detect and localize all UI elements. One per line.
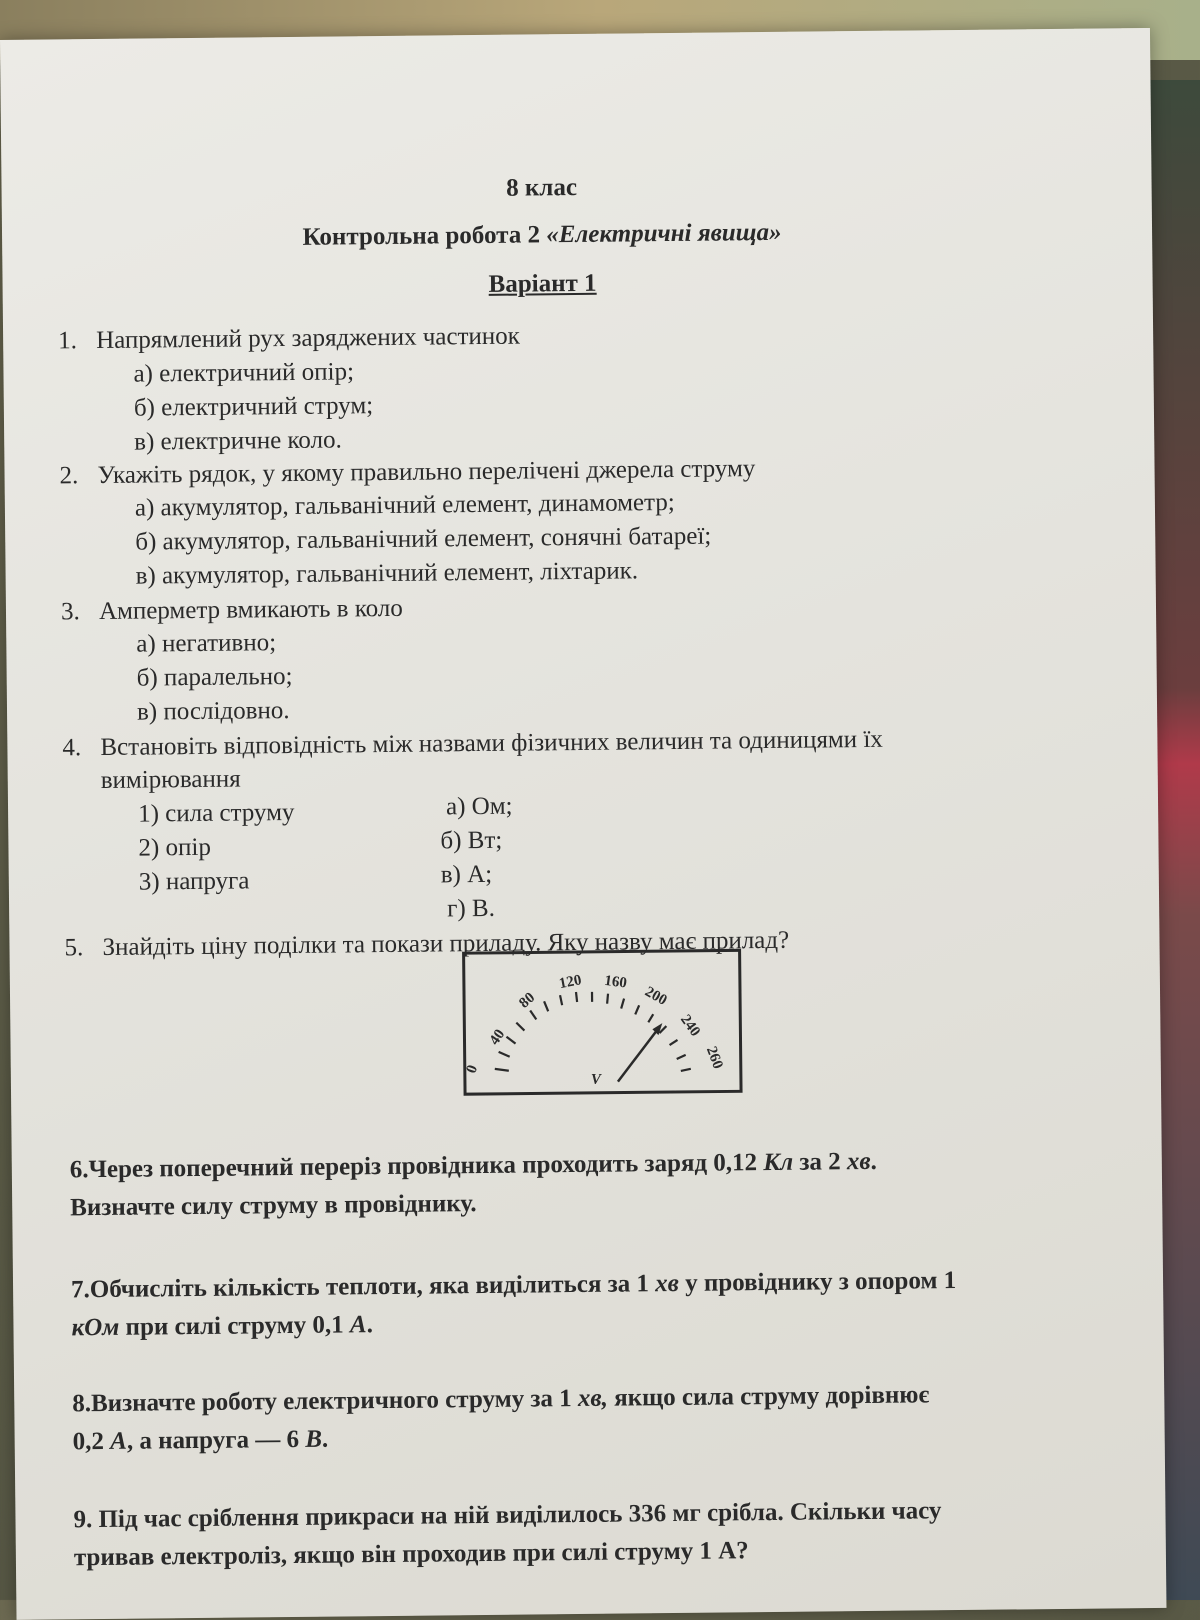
q8-text: . (322, 1426, 329, 1453)
q7-text: при силі струму 0,1 (119, 1311, 350, 1340)
q8-unit-time: хв, (578, 1385, 608, 1412)
q4-left-1: 1) сила струму (138, 799, 295, 829)
q1-option-c: в) електричне коло. (134, 426, 342, 456)
q4-left-2: 2) опір (138, 834, 211, 863)
q4-right-d: г) В. (447, 895, 495, 923)
meter-label-200: 200 (642, 984, 669, 1009)
meter-frame (464, 950, 741, 1094)
question-6 (70, 1141, 1101, 1228)
question-text: Напрямлений рух заряджених частинок (96, 323, 520, 354)
q7-unit-time: хв (655, 1270, 679, 1297)
q2-option-c: в) акумулятор, гальванічний елемент, ліхтарик. (135, 557, 638, 590)
q7-text: 7.Обчисліть кількість теплоти, яка виділиться за 1 (71, 1270, 655, 1303)
q6-text: . (870, 1148, 877, 1175)
q4-text-continued: вимірювання (101, 766, 241, 795)
title-prefix: Контрольна робота 2 (302, 221, 546, 251)
q1-option-b: б) електричний струм; (134, 392, 374, 423)
question-number: 5. (64, 931, 102, 965)
q2-option-b: б) акумулятор, гальванічний елемент, сонячні батареї; (135, 523, 711, 557)
question-7 (71, 1261, 1102, 1348)
meter-label-80: 80 (516, 990, 538, 1012)
question-2 (59, 452, 755, 493)
meter-unit-label: V (591, 1072, 603, 1088)
question-1 (58, 320, 520, 359)
q3-option-b: б) паралельно; (137, 663, 293, 693)
q7-unit-resistance: кОм (71, 1314, 119, 1341)
question-text: Знайдіть ціну поділки та покази приладу. Яку назву має прилад? (102, 927, 789, 961)
q6-text: за 2 (793, 1148, 847, 1176)
meter-needle (617, 1027, 660, 1081)
question-text: Встановіть відповідність між назвами фізичних величин та одиницями їх (100, 726, 883, 761)
q6-line-2: Визначте силу струму в провіднику. (70, 1179, 1100, 1228)
q6-text: 6.Через поперечний переріз провідника проходить заряд 0,12 (70, 1149, 764, 1183)
q7-unit-current: А (350, 1311, 367, 1338)
question-8 (72, 1375, 1103, 1462)
q8-unit-voltage: В (305, 1426, 322, 1453)
question-number: 3. (61, 595, 99, 629)
meter-label-0: 0 (464, 1063, 482, 1075)
q3-option-c: в) послідовно. (137, 697, 290, 727)
q3-option-a: а) негативно; (136, 629, 276, 658)
q2-option-a: а) акумулятор, гальванічний елемент, динамометр; (135, 489, 675, 523)
q4-right-b: б) Вт; (440, 827, 502, 856)
voltmeter-figure (462, 948, 744, 1096)
q4-left-3: 3) напруга (139, 867, 250, 896)
q8-text: якщо сила струму дорівнює (608, 1381, 930, 1411)
title-topic: «Електричні явища» (546, 219, 782, 248)
meter-label-40: 40 (487, 1027, 509, 1048)
test-title (2, 216, 1082, 255)
q9-line-2: тривав електроліз, якщо він проходив при силі струму 1 А? (74, 1529, 1104, 1578)
q7-text: у провіднику з опором 1 (679, 1267, 957, 1297)
question-3 (61, 592, 403, 630)
q8-text: 8.Визначте роботу електричного струму за 1 (72, 1385, 578, 1417)
q4-right-a: а) Ом; (446, 793, 513, 822)
q8-text: 0,2 (73, 1428, 111, 1455)
test-sheet (0, 28, 1166, 1620)
meter-label-160: 160 (603, 973, 627, 992)
question-9 (73, 1491, 1104, 1578)
q7-text: . (367, 1311, 374, 1338)
question-4 (62, 723, 883, 766)
q8-text: , а напруга — 6 (127, 1426, 306, 1455)
q6-unit-charge: Кл (763, 1149, 793, 1176)
q4-right-c: в) А; (441, 861, 493, 890)
q8-unit-current: А (110, 1428, 127, 1455)
q1-option-a: а) електричний опір; (133, 358, 354, 388)
variant-heading: Варіант 1 (2, 265, 1082, 304)
question-number: 1. (58, 324, 96, 358)
question-text: Амперметр вмикають в коло (99, 595, 403, 625)
q6-unit-time: хв (847, 1148, 871, 1175)
question-text: Укажіть рядок, у якому правильно перелічені джерела струму (97, 455, 755, 489)
grade-heading: 8 клас (1, 169, 1081, 208)
question-number: 2. (59, 459, 97, 493)
question-number: 4. (62, 731, 100, 765)
meter-label-260: 260 (703, 1044, 726, 1071)
meter-label-240: 240 (677, 1012, 703, 1040)
meter-label-120: 120 (558, 972, 583, 992)
q9-line-1: 9. Під час сріблення прикраси на ній виділилось 336 мг срібла. Скільки часу (73, 1491, 1103, 1540)
